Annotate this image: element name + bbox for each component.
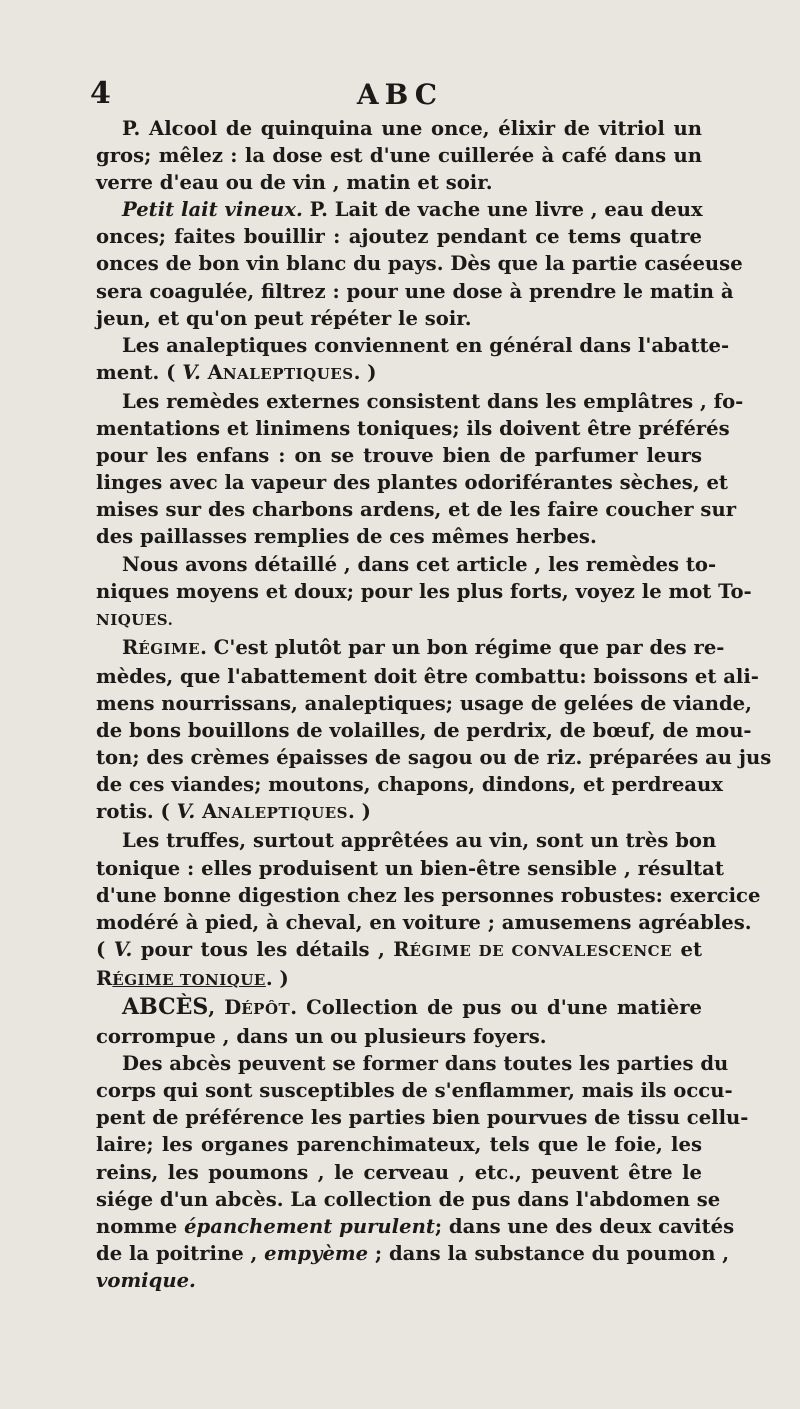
text-line-l33 xyxy=(96,994,702,1023)
page-number: 4 xyxy=(90,76,111,111)
text-line-l25: de ces viandes; moutons, chapons, dindons, et perdreaux xyxy=(96,773,723,797)
text-span: rotis. ( xyxy=(96,800,177,824)
text-line-l23: de bons bouillons de volailles, de perdrix, de bœuf, de mou- xyxy=(96,719,752,743)
text-line-l13: pour les enfans : on se trouve bien de parfumer leurs xyxy=(96,444,702,468)
text-span: , D xyxy=(208,996,242,1019)
text-line-l31 xyxy=(96,936,702,965)
text-span: pour tous les détails , R xyxy=(132,937,410,961)
text-span: ; dans la substance du poumon , xyxy=(368,1241,730,1265)
text-line-l38: laire; les organes parenchimateux, tels que le foie, les xyxy=(96,1133,702,1157)
text-span: P. Lait de vache une livre , eau deux xyxy=(302,198,703,222)
text-line-l06: onces de bon vin blanc du pays. Dès que la partie caséeuse xyxy=(96,252,743,276)
text-line-l39: reins, les poumons , le cerveau , etc., peuvent être le xyxy=(96,1160,702,1184)
text-span: nomme xyxy=(96,1214,185,1238)
text-line-l08: jeun, et qu'on peut répéter le soir. xyxy=(96,306,472,330)
text-span: de la poitrine , xyxy=(96,1241,265,1265)
text-span: . Collection de pus ou d'une matière xyxy=(290,996,702,1019)
text-span: A xyxy=(195,800,218,824)
text-span: NALEPTIQUES xyxy=(217,804,348,823)
text-span: et xyxy=(672,937,703,961)
text-line-l43 xyxy=(96,1267,702,1294)
text-line-l24: ton; des crèmes épaisses de sagou ou de riz. préparées au jus xyxy=(96,746,772,770)
text-span: R xyxy=(122,635,139,659)
text-span: épanchement purulent xyxy=(184,1214,435,1238)
text-line-l34: corrompue , dans un ou plusieurs foyers. xyxy=(96,1025,547,1049)
text-line-l35: Des abcès peuvent se former dans toutes les parties du xyxy=(122,1052,729,1076)
text-span: ÉPÔT xyxy=(241,1000,291,1018)
text-span: NALEPTIQUES xyxy=(222,364,354,383)
text-line-l03: verre d'eau ou de vin , matin et soir. xyxy=(96,171,493,195)
text-line-l37: pent de préférence les parties bien pourvues de tissu cellu- xyxy=(96,1106,749,1130)
text-line-l41 xyxy=(96,1213,735,1240)
text-span: NIQUES. xyxy=(96,610,174,629)
text-span: . ) xyxy=(348,800,371,824)
text-line-l29: d'une bonne digestion chez les personnes robustes: exercice xyxy=(96,883,761,907)
text-line-l20 xyxy=(96,634,725,663)
text-line-l12: mentations et linimens toniques; ils doivent être préférés xyxy=(96,417,730,441)
body-text xyxy=(96,115,772,1294)
text-line-l10 xyxy=(96,359,702,388)
text-line-l02: gros; mêlez : la dose est d'une cuillerée à café dans un xyxy=(96,144,702,168)
text-line-l07: sera coagulée, filtrez : pour une dose à prendre le matin à xyxy=(96,279,734,303)
running-head: ABC xyxy=(356,78,444,111)
text-line-l26 xyxy=(96,798,702,827)
text-line-l32 xyxy=(96,965,702,994)
text-span: empyème xyxy=(264,1241,369,1265)
text-span: A xyxy=(200,360,223,384)
text-span: ABCÈS xyxy=(122,994,209,1020)
text-line-l40: siége d'un abcès. La collection de pus dans l'abdomen se xyxy=(96,1187,721,1211)
text-line-l01: P. Alcool de quinquina une once, élixir de vitriol un xyxy=(122,117,702,140)
text-span: ÉGIME xyxy=(138,639,201,658)
text-span: V. xyxy=(113,937,133,961)
text-span: ment. ( xyxy=(96,360,183,384)
text-span: V. xyxy=(182,360,201,384)
text-line-l15: mises sur des charbons ardens, et de les faire coucher sur xyxy=(96,498,737,522)
text-line-l14: linges avec la vapeur des plantes odoriférantes sèches, et xyxy=(96,471,728,495)
text-span: . ) xyxy=(353,360,377,384)
text-span: ( xyxy=(96,937,114,961)
text-line-l09: Les analeptiques conviennent en général dans l'abatte- xyxy=(122,333,730,357)
text-line-l36: corps qui sont susceptibles de s'enflammer, mais ils occu- xyxy=(96,1079,733,1103)
text-line-l05: onces; faites bouillir : ajoutez pendant ce tems quatre xyxy=(96,225,702,249)
text-span: ; dans une des deux cavités xyxy=(434,1214,735,1238)
text-span: vomique. xyxy=(96,1268,196,1292)
text-span: . ) xyxy=(265,966,289,990)
text-line-l19 xyxy=(96,605,702,634)
text-line-l28: tonique : elles produisent un bien-être sensible , résultat xyxy=(96,856,724,880)
text-span: Petit lait vineux. xyxy=(122,198,303,222)
page-header xyxy=(0,76,800,116)
text-line-l42 xyxy=(96,1240,730,1267)
text-span: ÉGIME DE CONVALESCENCE xyxy=(409,941,673,960)
text-span: R xyxy=(96,966,113,990)
text-line-l18: niques moyens et doux; pour les plus forts, voyez le mot To- xyxy=(96,579,752,603)
text-line-l21: mèdes, que l'abattement doit être combattu: boissons et ali- xyxy=(96,664,759,688)
text-line-l22: mens nourrissans, analeptiques; usage de gelées de viande, xyxy=(96,691,752,715)
text-span: V. xyxy=(176,800,196,824)
text-line-l17: Nous avons détaillé , dans cet article , les remèdes to- xyxy=(122,552,717,576)
text-line-l11: Les remèdes externes consistent dans les emplâtres , fo- xyxy=(122,389,744,413)
text-line-l27: Les truffes, surtout apprêtées au vin, sont un très bon xyxy=(122,829,717,853)
text-line-l30: modéré à pied, à cheval, en voiture ; amusemens agréables. xyxy=(96,910,752,934)
text-line-l16: des paillasses remplies de ces mêmes herbes. xyxy=(96,525,597,549)
text-span: . C'est plutôt par un bon régime que par des re- xyxy=(200,635,725,659)
text-line-l04 xyxy=(96,196,702,223)
text-span: ÉGIME TONIQUE xyxy=(112,970,266,989)
